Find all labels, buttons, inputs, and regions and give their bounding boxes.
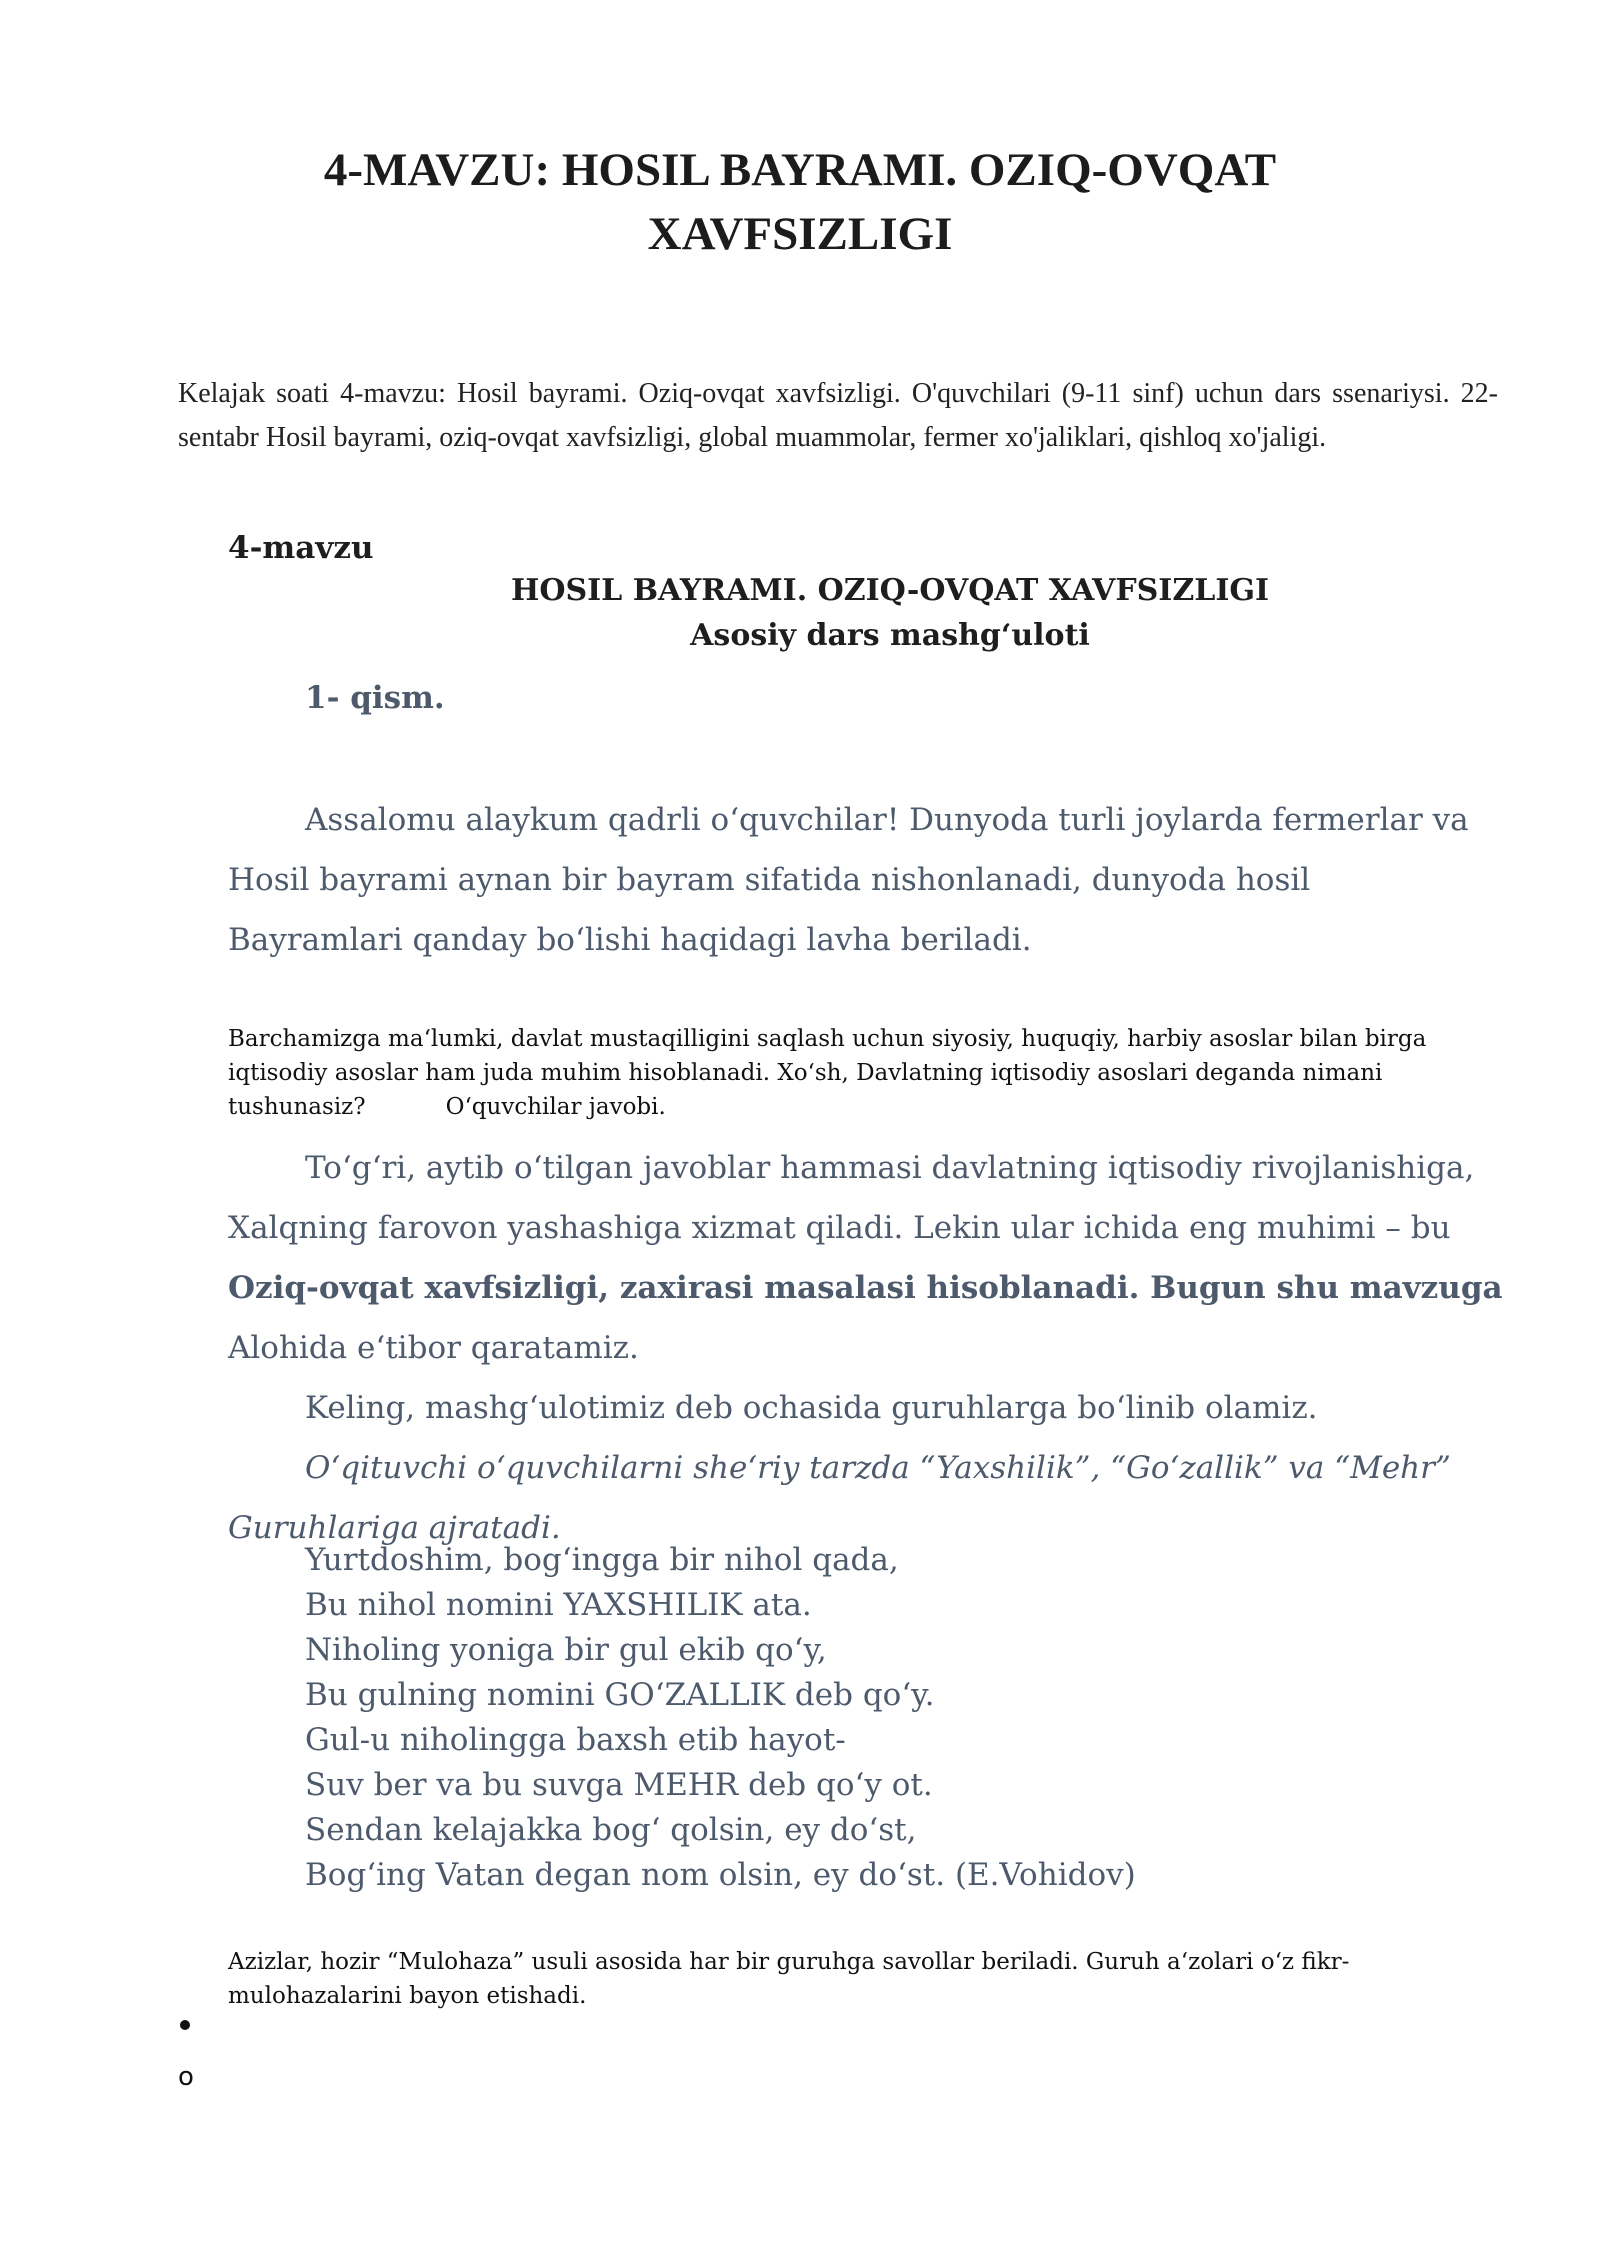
main-line-4: Alohida e‘tibor qaratamiz.	[228, 1330, 639, 1366]
intro-paragraph: Kelajak soati 4-mavzu: Hosil bayrami. Oziq-ovqat xavfsizligi. O'quvchilari (9-11 sinf) uchun dars ssenariysi. 22-sentabr Hosil bayrami, oziq-ovqat xavfsizligi, global muammolar, fermer xo'jaliklari, qishloq xo'jaligi.	[178, 378, 1498, 453]
greeting-line-2: Hosil bayrami aynan bir bayram sifatida nishonlanadi, dunyoda hosil	[228, 862, 1311, 898]
poem-line: Gul-u niholingga baxsh etib hayot-	[305, 1722, 846, 1758]
poem-line: Suv ber va bu suvga MEHR deb qo‘y ot.	[305, 1767, 933, 1803]
poem	[305, 1538, 1136, 1898]
title-line-2: XAVFSIZLIGI	[647, 208, 953, 260]
students-answer: O‘quvchilar javobi.	[445, 1094, 666, 1120]
poem-line: Bog‘ing Vatan degan nom olsin, ey do‘st. (E.Vohidov)	[305, 1857, 1136, 1893]
list-marker-o: o	[178, 2062, 194, 2092]
poem-line: Sendan kelajakka bog‘ qolsin, ey do‘st,	[305, 1812, 917, 1848]
lesson-subheading: Asosiy dars mashg‘uloti	[690, 618, 1090, 653]
bullet-icon	[180, 2020, 190, 2030]
greeting-line-3: Bayramlari qanday bo‘lishi haqidagi lavha beriladi.	[228, 922, 1032, 958]
main-line-5: Keling, mashg‘ulotimiz deb ochasida guruhlarga bo‘linib olamiz.	[305, 1390, 1318, 1426]
question-paragraph	[228, 1022, 1478, 1124]
main-line-6-italic: O‘qituvchi o‘quvchilarni she‘riy tarzda “Yaxshilik”, “Go‘zallik” va “Mehr”	[305, 1450, 1451, 1486]
document-title	[200, 138, 1400, 266]
lesson-heading: HOSIL BAYRAMI. OZIQ-OVQAT XAVFSIZLIGI	[510, 573, 1270, 608]
greeting-line-1: Assalomu alaykum qadrli o‘quvchilar! Dunyoda turli joylarda fermerlar va	[305, 802, 1469, 838]
main-paragraph	[228, 1138, 1528, 1558]
topic-label: 4-mavzu	[228, 530, 374, 566]
part-label: 1- qism.	[305, 680, 445, 716]
poem-line: Niholing yoniga bir gul ekib qo‘y,	[305, 1632, 827, 1668]
poem-line: Yurtdoshim, bog‘ingga bir nihol qada,	[305, 1542, 899, 1578]
greeting-paragraph	[228, 790, 1528, 970]
title-line-1: 4-MAVZU: HOSIL BAYRAMI. OZIQ-OVQAT	[323, 144, 1277, 196]
question-text: Barchamizga ma‘lumki, davlat mustaqilligini saqlash uchun siyosiy, huquqiy, harbiy asoslar bilan birga iqtisodiy asoslar ham juda muhim hisoblanadi. Xo‘sh, Davlatning iqtisodiy asoslari deganda nimani tushunasiz?	[228, 1026, 1427, 1120]
main-line-1: To‘g‘ri, aytib o‘tilgan javoblar hammasi davlatning iqtisodiy rivojlanishiga,	[305, 1150, 1475, 1186]
main-line-3-bold: Oziq-ovqat xavfsizligi, zaxirasi masalasi hisoblanadi. Bugun shu mavzuga	[228, 1270, 1503, 1306]
main-line-7-italic: Guruhlariga ajratadi.	[228, 1510, 561, 1546]
poem-line: Bu nihol nomini YAXSHILIK ata.	[305, 1587, 812, 1623]
main-line-2: Xalqning farovon yashashiga xizmat qiladi. Lekin ular ichida eng muhimi – bu	[228, 1210, 1451, 1246]
poem-line: Bu gulning nomini GO‘ZALLIK deb qo‘y.	[305, 1677, 935, 1713]
method-paragraph: Azizlar, hozir “Mulohaza” usuli asosida har bir guruhga savollar beriladi. Guruh a‘zolari o‘z fikr-mulohazalarini bayon etishadi.	[228, 1949, 1350, 2009]
